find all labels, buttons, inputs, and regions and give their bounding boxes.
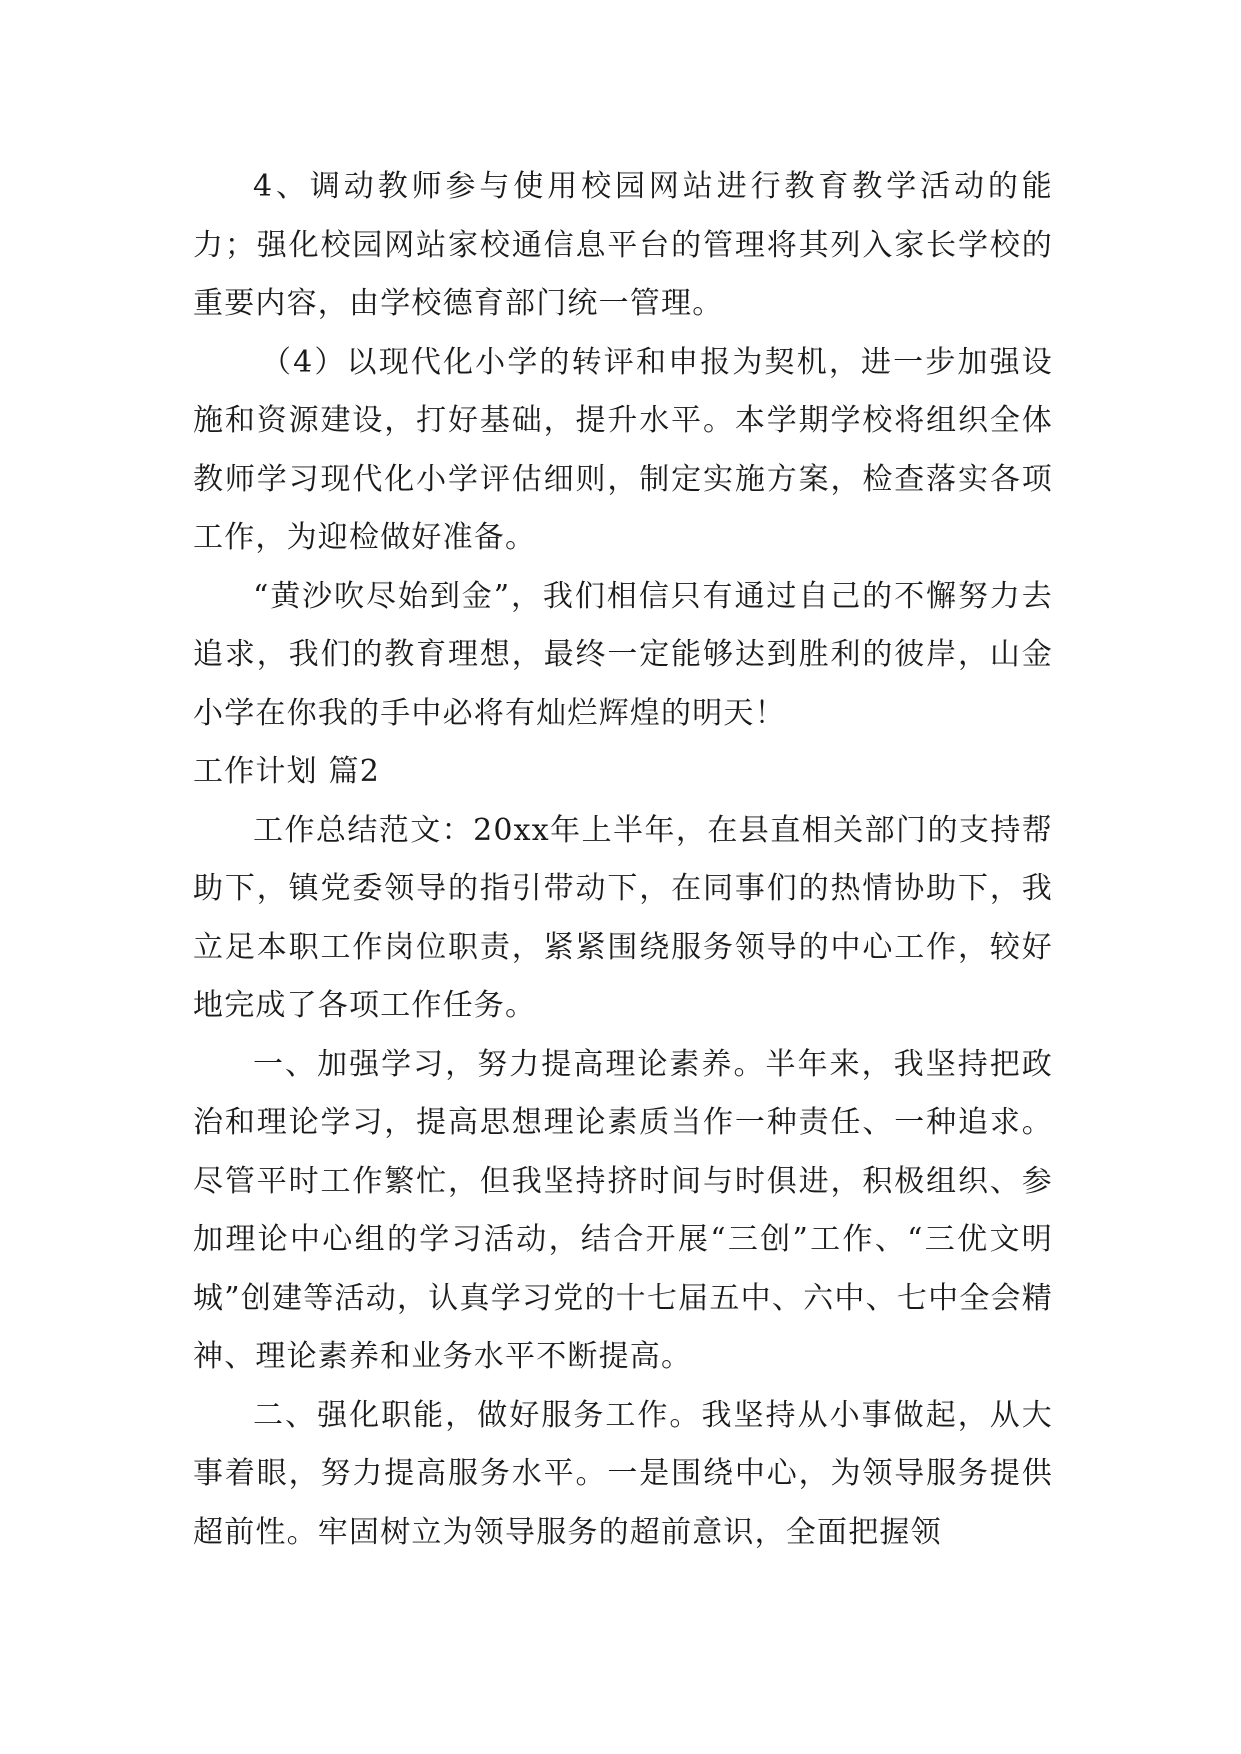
paragraph-item-4: 4、调动教师参与使用校园网站进行教育教学活动的能力；强化校园网站家校通信息平台的管理将其列入家长学校的重要内容，由学校德育部门统一管理。: [193, 169, 1053, 321]
paragraph-closing-quote: “黄沙吹尽始到金”，我们相信只有通过自己的不懈努力去追求，我们的教育理想，最终一定能够达到胜利的彼岸，山金小学在你我的手中必将有灿烂辉煌的明天！: [193, 578, 1053, 731]
paragraph-study: 一、加强学习，努力提高理论素养。半年来，我坚持把政治和理论学习，提高思想理论素质当作一种责任、一种追求。尽管平时工作繁忙，但我坚持挤时间与时俱进，积极组织、参加理论中心组的学习活动，结合开展“三创”工作、“三优文明城”创建等活动，认真学习党的十七届五中、六中、七中全会精神、理论素养和业务水平不断提高。: [193, 1046, 1053, 1374]
paragraph-service: 二、强化职能，做好服务工作。我坚持从小事做起，从大事着眼，努力提高服务水平。一是围绕中心，为领导服务提供超前性。牢固树立为领导服务的超前意识，全面把握领: [193, 1397, 1053, 1550]
document-page: [193, 158, 1053, 1562]
paragraph-item-4-facilities: （4）以现代化小学的转评和申报为契机，进一步加强设施和资源建设，打好基础，提升水平。本学期学校将组织全体教师学习现代化小学评估细则，制定实施方案，检查落实各项工作，为迎检做好准备。: [193, 344, 1053, 555]
paragraph-summary-intro: 工作总结范文：20xx年上半年，在县直相关部门的支持帮助下，镇党委领导的指引带动下，在同事们的热情协助下，我立足本职工作岗位职责，紧紧围绕服务领导的中心工作，较好地完成了各项工作任务。: [193, 812, 1053, 1023]
section-heading: 工作计划 篇2: [193, 754, 381, 789]
